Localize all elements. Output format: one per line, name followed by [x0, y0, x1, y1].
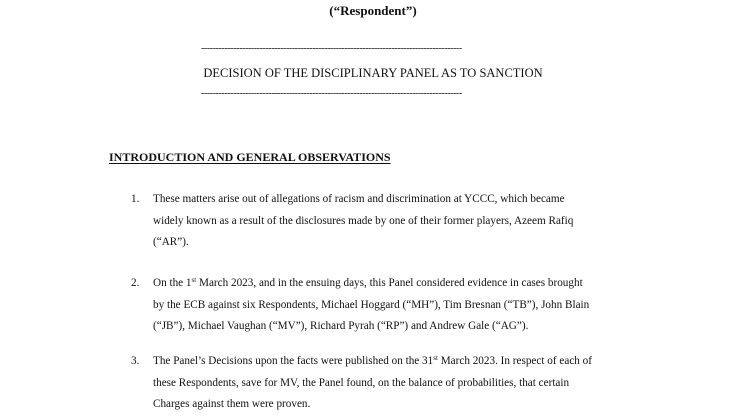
ordinal-suffix: st	[433, 354, 438, 362]
decision-title: DECISION OF THE DISCIPLINARY PANEL AS TO SANCTION	[203, 66, 543, 80]
paragraph-number: 2.	[131, 277, 140, 289]
text-run: March 2023, and in the ensuing days, this Panel considered evidence in cases brought	[196, 277, 583, 289]
paragraph-line: by the ECB against six Respondents, Michael Hoggard (“MH”), Tim Bresnan (“TB”), John Blain	[153, 298, 590, 311]
paragraph-line: Charges against them were proven.	[153, 398, 311, 410]
paragraph-text	[153, 273, 643, 338]
paragraph-line	[153, 351, 643, 373]
text-run: The Panel’s Decisions upon the facts were published on the 31	[153, 355, 434, 367]
paragraph-text	[153, 189, 643, 254]
paragraph-line	[153, 273, 643, 295]
paragraph-number: 1.	[131, 193, 140, 205]
divider-line-top: -----------------------------------------------------------------------------------------	[201, 44, 462, 54]
respondent-label: (“Respondent”)	[329, 3, 417, 18]
paragraph-line: these Respondents, save for MV, the Panel found, on the balance of probabilities, that certain	[153, 376, 570, 389]
paragraph-text	[153, 351, 643, 416]
paragraph-line: (“JB”), Michael Vaughan (“MV”), Richard Pyrah (“RP”) and Andrew Gale (“AG”).	[153, 320, 529, 332]
divider-line-bottom: -----------------------------------------------------------------------------------------	[201, 89, 462, 99]
ordinal-suffix: st	[191, 276, 197, 284]
paragraph-line: (“AR”).	[153, 236, 189, 248]
paragraph-number: 3.	[131, 355, 140, 367]
text-run: On the 1	[153, 277, 192, 289]
paragraph-line: These matters arise out of allegations of racism and discrimination at YCCC, which became	[153, 193, 565, 205]
paragraph-line: widely known as a result of the disclosures made by one of their former players, Azeem Rafiq	[153, 214, 574, 227]
section-heading: INTRODUCTION AND GENERAL OBSERVATIONS	[109, 150, 391, 164]
text-run: March 2023. In respect of each of	[437, 355, 592, 367]
